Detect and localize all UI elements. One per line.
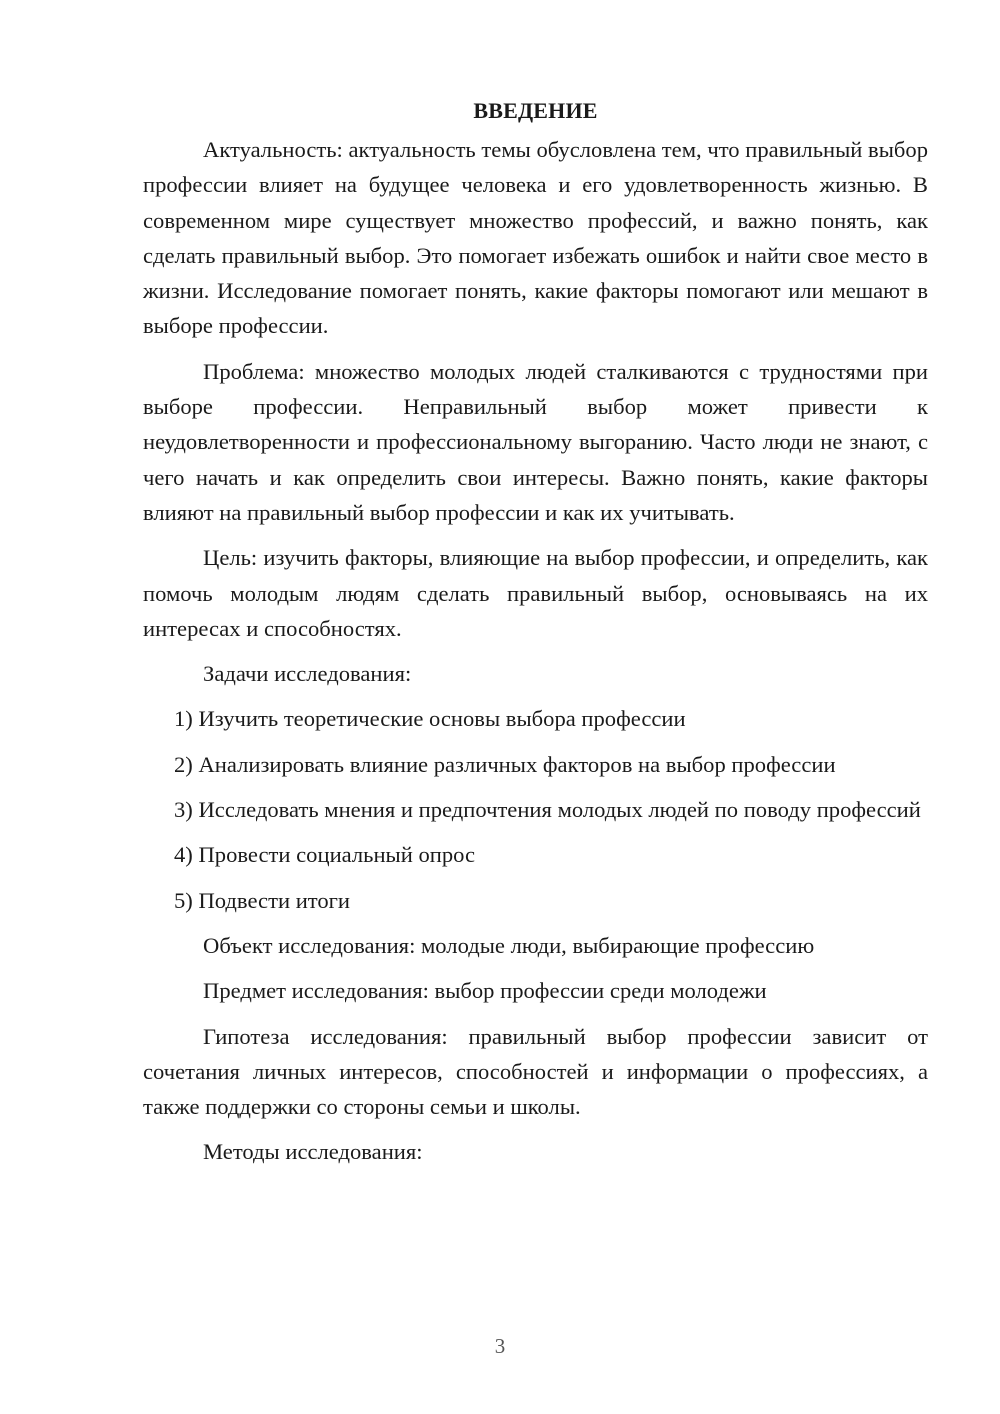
hypothesis-paragraph: Гипотеза исследования: правильный выбор профессии зависит от сочетания личных интересов, способностей и информации о профессиях, а также поддержки со стороны семьи и школы. xyxy=(143,1023,928,1120)
goal-paragraph: Цель: изучить факторы, влияющие на выбор профессии, и определить, как помочь молодым людям сделать правильный выбор, основываясь на их интересах и способностях. xyxy=(143,545,928,641)
object-line: Объект исследования: молодые люди, выбирающие профессию xyxy=(203,932,815,958)
subject-line: Предмет исследования: выбор профессии среди молодежи xyxy=(203,978,767,1004)
page-title: ВВЕДЕНИЕ xyxy=(473,98,598,123)
task-item: 1) Изучить теоретические основы выбора профессии xyxy=(174,706,686,732)
methods-heading: Методы исследования: xyxy=(203,1139,423,1165)
document-page xyxy=(143,96,928,1180)
task-item: 3) Исследовать мнения и предпочтения молодых людей по поводу профессий xyxy=(174,797,921,823)
task-item: 2) Анализировать влияние различных факторов на выбор профессии xyxy=(174,751,836,777)
problem-paragraph: Проблема: множество молодых людей сталкиваются с трудностями при выборе профессии. Неправильный выбор может привести к неудовлетворенности и профессиональному выгоранию. Часто люди не знают, с чего начать и как определить свои интересы. Важно понять, какие факторы влияют на правильный выбор профессии и как их учитывать. xyxy=(143,358,928,525)
page-number: 3 xyxy=(494,1334,506,1358)
task-item: 4) Провести социальный опрос xyxy=(174,842,476,868)
task-item: 5) Подвести итоги xyxy=(174,887,351,913)
tasks-heading: Задачи исследования: xyxy=(203,661,412,687)
tasks-list xyxy=(143,701,928,917)
relevance-paragraph: Актуальность: актуальность темы обусловлена тем, что правильный выбор профессии влияет на будущее человека и его удовлетворенность жизнью. В современном мире существует множество профессий, и важно понять, как сделать правильный выбор. Это помогает избежать ошибок и найти свое место в жизни. Исследование помогает понять, какие факторы помогают или мешают в выборе профессии. xyxy=(143,137,928,339)
